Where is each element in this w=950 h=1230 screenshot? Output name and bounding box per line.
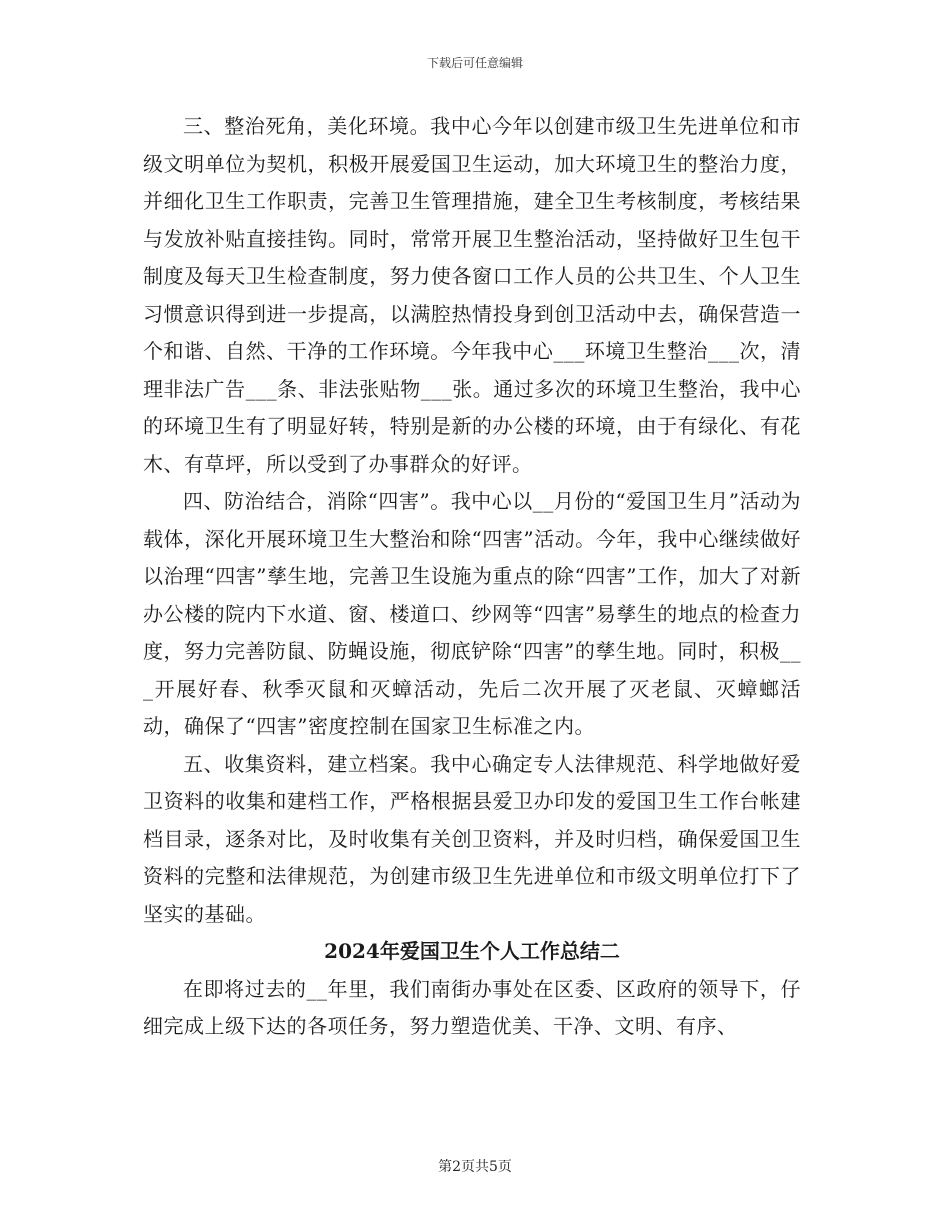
document-body — [143, 108, 801, 1046]
section-title: 2024年爱国卫生个人工作总结二 — [324, 939, 620, 963]
page-number: 第2页共5页 — [438, 1159, 512, 1175]
paragraph-section-3: 三、整治死角，美化环境。我中心今年以创建市级卫生先进单位和市级文明单位为契机，积极开展爱国卫生运动，加大环境卫生的整治力度，并细化卫生工作职责，完善卫生管理措施，建全卫生考核制度，考核结果与发放补贴直接挂钩。同时，常常开展卫生整治活动，坚持做好卫生包干制度及每天卫生检查制度，努力使各窗口工作人员的公共卫生、个人卫生习惯意识得到进一步提高，以满腔热情投身到创卫活动中去，确保营造一个和谐、自然、干净的工作环境。今年我中心___环境卫生整治___次，清理非法广告___条、非法张贴物___张。通过多次的环境卫生整治，我中心的环境卫生有了明显好转，特别是新的办公楼的环境，由于有绿化、有花木、有草坪，所以受到了办事群众的好评。 — [143, 114, 801, 476]
paragraph-section-4: 四、防治结合，消除“四害”。我中心以__月份的“爱国卫生月”活动为载体，深化开展环境卫生大整治和除“四害”活动。今年，我中心继续做好以治理“四害”孳生地，完善卫生设施为重点的除“四害”工作，加大了对新办公楼的院内下水道、窗、楼道口、纱网等“四害”易孳生的地点的检查力度，努力完善防鼠、防蝇设施，彻底铲除“四害”的孳生地。同时，积极___开展好春、秋季灭鼠和灭蟑活动，先后二次开展了灭老鼠、灭蟑螂活动，确保了“四害”密度控制在国家卫生标准之内。 — [143, 489, 801, 738]
page-header-note: 下载后可任意编辑 — [426, 56, 523, 70]
paragraph-intro: 在即将过去的__年里，我们南街办事处在区委、区政府的领导下，仔细完成上级下达的各项任务，努力塑造优美、干净、文明、有序、 — [143, 976, 801, 1038]
paragraph-section-5: 五、收集资料，建立档案。我中心确定专人法律规范、科学地做好爱卫资料的收集和建档工作，严格根据县爱卫办印发的爱国卫生工作台帐建档目录，逐条对比，及时收集有关创卫资料，并及时归档，确保爱国卫生资料的完整和法律规范，为创建市级卫生先进单位和市级文明单位打下了坚实的基础。 — [143, 751, 801, 926]
